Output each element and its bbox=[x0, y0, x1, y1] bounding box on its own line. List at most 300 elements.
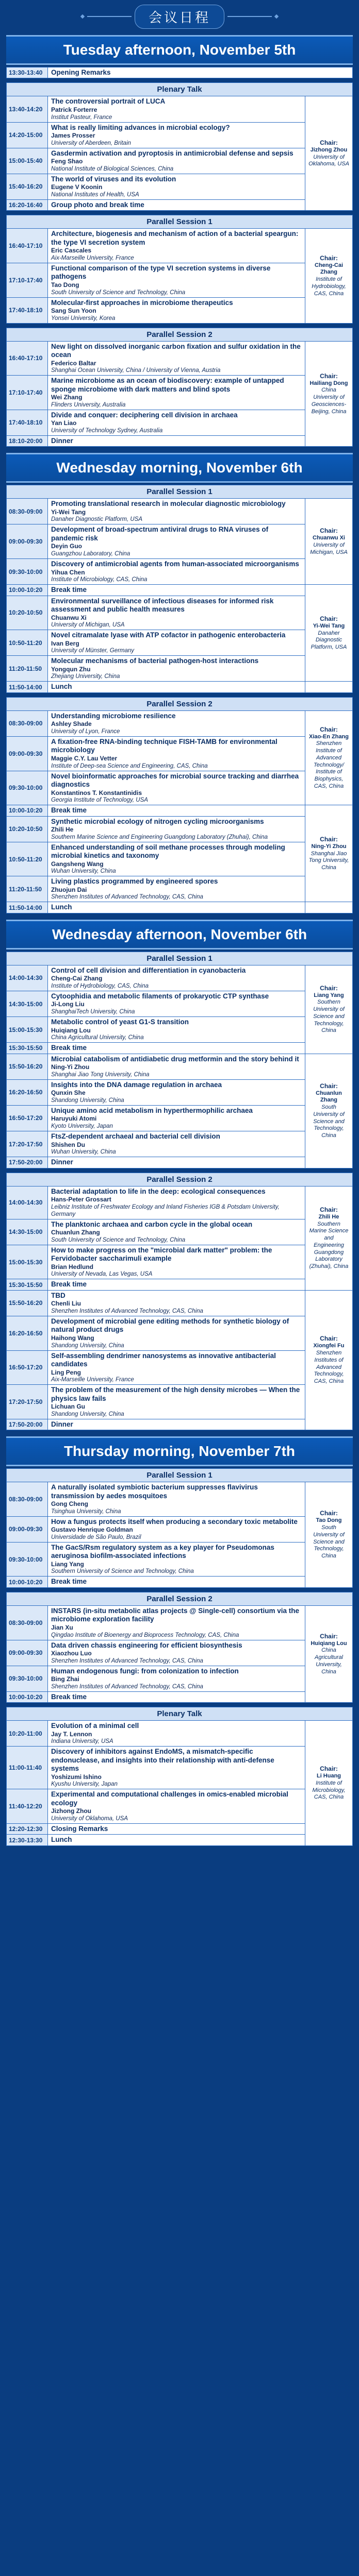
time-slot: 09:00-09:30 bbox=[7, 737, 48, 771]
talk-cell bbox=[48, 902, 305, 913]
talk-cell bbox=[48, 1131, 305, 1157]
chair-affiliation: Shenzhen Institutes of Advanced Technology, CAS, China bbox=[314, 1350, 344, 1385]
talk-cell bbox=[48, 1279, 305, 1290]
spacer bbox=[6, 211, 353, 215]
session-table bbox=[6, 328, 353, 447]
talk-row bbox=[7, 1131, 353, 1157]
time-slot: 17:40-18:10 bbox=[7, 297, 48, 323]
talk-cell bbox=[48, 1482, 305, 1517]
time-slot: 11:50-14:00 bbox=[7, 682, 48, 692]
speaker-name: Shishen Du bbox=[51, 1141, 86, 1148]
talk-row bbox=[7, 410, 353, 435]
talk-cell bbox=[48, 1823, 305, 1834]
speaker-affiliation: Institut Pasteur, France bbox=[51, 114, 112, 121]
session-table bbox=[6, 485, 353, 693]
chair-label: Chair: bbox=[320, 984, 338, 992]
talk-row bbox=[7, 991, 353, 1017]
session-table bbox=[6, 1592, 353, 1703]
time-slot: 10:20-10:50 bbox=[7, 816, 48, 842]
talk-cell bbox=[48, 1666, 305, 1691]
speaker-affiliation: ShanghaiTech University, China bbox=[51, 1009, 135, 1015]
talk-row bbox=[7, 771, 353, 805]
session-chair bbox=[305, 965, 353, 1054]
talk-row bbox=[7, 1079, 353, 1105]
speaker-affiliation: Yonsei University, Korea bbox=[51, 315, 116, 321]
talk-row bbox=[7, 1666, 353, 1691]
talk-title: Insights into the DNA damage regulation in archaea bbox=[51, 1080, 222, 1089]
talk-row bbox=[7, 1245, 353, 1279]
diamond-ornament-icon bbox=[274, 14, 279, 19]
chair-name: Jizhong Zhou bbox=[310, 146, 348, 153]
time-slot: 16:20-16:40 bbox=[7, 199, 48, 210]
speaker-affiliation: Southern University of Science and Technology, China bbox=[51, 1568, 194, 1575]
time-slot: 11:20-11:50 bbox=[7, 656, 48, 682]
chair-label: Chair: bbox=[320, 527, 338, 535]
talk-row bbox=[7, 341, 353, 376]
talk-cell bbox=[48, 1721, 305, 1747]
talk-title: A naturally isolated symbiotic bacterium suppresses flavivirus transmission by aedes mosquitoes bbox=[51, 1483, 258, 1500]
speaker-affiliation: Shenzhen Institutes of Advanced Technology, CAS, China bbox=[51, 1683, 203, 1690]
talk-row bbox=[7, 1605, 353, 1640]
speaker-affiliation: University of Michigan, USA bbox=[51, 622, 125, 629]
speaker-name: Qunxin She bbox=[51, 1089, 86, 1097]
time-slot: 11:40-12:20 bbox=[7, 1789, 48, 1824]
talk-cell bbox=[48, 1419, 305, 1430]
item-title: Break time bbox=[51, 1280, 87, 1289]
time-slot: 08:30-09:00 bbox=[7, 1482, 48, 1517]
talk-cell bbox=[48, 842, 305, 876]
time-slot: 17:10-17:40 bbox=[7, 376, 48, 410]
speaker-name: Eric Cascales bbox=[51, 247, 92, 255]
talk-row bbox=[7, 842, 353, 876]
speaker-name: Ning-Yi Zhou bbox=[51, 1063, 90, 1071]
item-title: Lunch bbox=[51, 903, 72, 911]
speaker-name: Feng Shao bbox=[51, 158, 83, 165]
talk-cell bbox=[48, 1835, 305, 1845]
session-header-row bbox=[7, 328, 353, 341]
speaker-affiliation: University of Aberdeen, Britain bbox=[51, 140, 131, 146]
talk-cell bbox=[48, 630, 305, 656]
session-chair bbox=[305, 229, 353, 323]
item-title: Break time bbox=[51, 806, 87, 815]
session-title: Parallel Session 1 bbox=[7, 215, 353, 229]
time-slot: 14:30-15:00 bbox=[7, 991, 48, 1017]
session-header-row bbox=[7, 485, 353, 499]
session-chair bbox=[305, 1290, 353, 1430]
talk-title: Discovery of inhibitors against EndoMS, a mismatch-specific endonuclease, and insights into their relationship with anti-defense systems bbox=[51, 1748, 274, 1773]
talk-row bbox=[7, 559, 353, 585]
talk-cell bbox=[48, 1516, 305, 1542]
chair-name: Li Huang bbox=[316, 1773, 341, 1780]
speaker-affiliation: National Institutes of Health, USA bbox=[51, 191, 139, 198]
speaker-affiliation: University of Lyon, France bbox=[51, 728, 120, 735]
session-header-row bbox=[7, 697, 353, 710]
talk-row bbox=[7, 1747, 353, 1789]
talk-row bbox=[7, 656, 353, 682]
talk-title: Microbial catabolism of antidiabetic drug metformin and the story behind it bbox=[51, 1055, 299, 1063]
speaker-name: Ivan Berg bbox=[51, 639, 79, 647]
item-title: Dinner bbox=[51, 1158, 73, 1166]
talk-cell bbox=[48, 174, 305, 199]
talk-cell bbox=[48, 1017, 305, 1043]
speaker-affiliation: Georgia Institute of Technology, USA bbox=[51, 797, 148, 804]
time-slot: 17:50-20:00 bbox=[7, 1157, 48, 1168]
time-slot: 11:50-14:00 bbox=[7, 902, 48, 913]
session-title: Parallel Session 2 bbox=[7, 1173, 353, 1186]
time-slot: 16:40-17:10 bbox=[7, 229, 48, 263]
talk-title: Self-assembling dendrimer nanosystems as innovative antibacterial candidates bbox=[51, 1351, 276, 1368]
talk-title: Human endogenous fungi: from colonization to infection bbox=[51, 1667, 239, 1675]
time-slot: 16:50-17:20 bbox=[7, 1105, 48, 1131]
talk-title: Understanding microbiome resilience bbox=[51, 711, 176, 720]
speaker-name: Gangsheng Wang bbox=[51, 860, 104, 868]
speaker-name: Deyin Guo bbox=[51, 543, 83, 550]
talk-row bbox=[7, 710, 353, 736]
time-slot: 16:20-16:50 bbox=[7, 1079, 48, 1105]
talk-cell bbox=[48, 656, 305, 682]
chair-label: Chair: bbox=[320, 725, 338, 733]
speaker-name: Gustavo Henrique Goldman bbox=[51, 1526, 133, 1534]
time-slot: 15:50-16:20 bbox=[7, 1054, 48, 1079]
spacer bbox=[6, 1588, 353, 1592]
speaker-affiliation: Shenzhen Institutes of Advanced Technology, CAS, China bbox=[51, 1657, 203, 1664]
talk-cell bbox=[48, 1245, 305, 1279]
spacer bbox=[6, 447, 353, 451]
speaker-name: Liang Yang bbox=[51, 1560, 84, 1568]
time-slot: 09:00-09:30 bbox=[7, 1516, 48, 1542]
chair-affiliation: University of Oklahoma, USA bbox=[308, 154, 349, 167]
session-table bbox=[6, 1707, 353, 1846]
talk-row bbox=[7, 1219, 353, 1245]
time-slot: 18:10-20:00 bbox=[7, 435, 48, 446]
speaker-affiliation: Universidade de São Paulo, Brazil bbox=[51, 1534, 141, 1540]
empty-chair-cell bbox=[305, 682, 353, 692]
talk-cell bbox=[48, 876, 305, 902]
speaker-name: Konstantinos T. Konstantinidis bbox=[51, 789, 142, 796]
session-title: Parallel Session 2 bbox=[7, 697, 353, 710]
divider bbox=[87, 16, 132, 17]
talk-cell bbox=[48, 263, 305, 297]
session-chair bbox=[305, 585, 353, 682]
talk-title: Evolution of a minimal cell bbox=[51, 1722, 139, 1730]
time-slot: 09:30-10:00 bbox=[7, 1666, 48, 1691]
chair-affiliation: China Agricultural University, China bbox=[314, 1647, 344, 1675]
day-section bbox=[6, 1436, 353, 1850]
talk-row bbox=[7, 816, 353, 842]
chair-name: Ning-Yi Zhou bbox=[311, 843, 347, 850]
chair-affiliation: Southern Marine Science and Engineering Guangdong Laboratory (Zhuhai), China bbox=[309, 1221, 349, 1269]
item-title: Break time bbox=[51, 1044, 87, 1052]
talk-cell bbox=[48, 1542, 305, 1577]
talk-row bbox=[7, 263, 353, 297]
speaker-affiliation: Zhejiang University, China bbox=[51, 673, 120, 680]
speaker-name: Hans-Peter Grossart bbox=[51, 1196, 111, 1204]
talk-title: The planktonic archaea and carbon cycle in the global ocean bbox=[51, 1220, 253, 1228]
talk-title: Data driven chassis engineering for efficient biosynthesis bbox=[51, 1641, 242, 1649]
session-chair bbox=[305, 341, 353, 447]
talk-title: Experimental and computational challenges in omics-enabled microbial ecology bbox=[51, 1790, 288, 1807]
time-slot: 17:20-17:50 bbox=[7, 1131, 48, 1157]
talk-title: Unique amino acid metabolism in hyperthermophilic archaea bbox=[51, 1106, 253, 1114]
session-chair bbox=[305, 805, 353, 902]
spacer bbox=[6, 913, 353, 918]
time-slot: 15:30-15:50 bbox=[7, 1279, 48, 1290]
time-slot: 14:30-15:00 bbox=[7, 1219, 48, 1245]
talk-cell bbox=[48, 991, 305, 1017]
schedule-row bbox=[7, 1043, 353, 1054]
chair-name: Xiongfei Fu bbox=[313, 1343, 345, 1349]
chair-label: Chair: bbox=[320, 1206, 338, 1213]
spacer bbox=[6, 1430, 353, 1434]
item-title: Lunch bbox=[51, 683, 72, 691]
talk-row bbox=[7, 1516, 353, 1542]
item-title: Break time bbox=[51, 1578, 87, 1586]
talk-cell bbox=[48, 297, 305, 323]
talk-cell bbox=[48, 737, 305, 771]
time-slot: 10:50-11:20 bbox=[7, 630, 48, 656]
session-chair bbox=[305, 1721, 353, 1846]
speaker-name: Yoshizumi Ishino bbox=[51, 1773, 102, 1781]
time-slot: 10:50-11:20 bbox=[7, 842, 48, 876]
session-table bbox=[6, 1468, 353, 1588]
chair-affiliation: South University of Science and Technology, China bbox=[313, 1524, 345, 1560]
session-table bbox=[6, 82, 353, 211]
talk-title: Marine microbiome as an ocean of biodiscovery: example of untapped sponge microbiome with dark matters and blind spots bbox=[51, 377, 284, 393]
schedule-row bbox=[7, 585, 353, 596]
speaker-affiliation: Leibniz Institute of Freshwater Ecology and Inland Fisheries IGB & Potsdam University, Germany bbox=[51, 1204, 280, 1217]
talk-title: FtsZ-dependent archaeal and bacterial cell division bbox=[51, 1132, 220, 1141]
page-header bbox=[0, 0, 359, 33]
talk-row bbox=[7, 1385, 353, 1419]
talk-title: The world of viruses and its evolution bbox=[51, 175, 176, 183]
talk-cell bbox=[48, 410, 305, 435]
speaker-affiliation: Shenzhen Institutes of Advanced Technology, CAS, China bbox=[51, 894, 203, 901]
item-title: Dinner bbox=[51, 1420, 73, 1428]
chair-affiliation: South University of Science and Technology, China bbox=[313, 1104, 345, 1139]
chair-affiliation: University of Michigan, USA bbox=[310, 541, 348, 555]
time-slot: 10:20-11:00 bbox=[7, 1721, 48, 1747]
schedule-row bbox=[7, 1823, 353, 1834]
speaker-affiliation: Wuhan University, China bbox=[51, 868, 116, 875]
time-slot: 16:40-17:10 bbox=[7, 341, 48, 376]
speaker-affiliation: Tsinghua University, China bbox=[51, 1508, 121, 1515]
time-slot: 11:20-11:50 bbox=[7, 876, 48, 902]
talk-row bbox=[7, 1316, 353, 1351]
session-title: Plenary Talk bbox=[7, 1707, 353, 1721]
session-header-row bbox=[7, 952, 353, 965]
talk-cell bbox=[48, 596, 305, 630]
speaker-name: Zhili He bbox=[51, 826, 74, 834]
speaker-name: Bing Zhai bbox=[51, 1675, 79, 1683]
chair-name: Chuanlun Zhang bbox=[316, 1090, 342, 1104]
day-section bbox=[6, 35, 353, 451]
chair-name: Zhili He bbox=[318, 1213, 339, 1220]
time-slot: 17:20-17:50 bbox=[7, 1385, 48, 1419]
talk-title: Molecular mechanisms of bacterial pathogen-host interactions bbox=[51, 657, 259, 665]
talk-title: Enhanced understanding of soil methane processes through modeling microbial kinetics and taxonomy bbox=[51, 843, 285, 860]
speaker-affiliation: University of Technology Sydney, Australia bbox=[51, 427, 163, 434]
speaker-affiliation: Wuhan University, China bbox=[51, 1149, 116, 1156]
talk-cell bbox=[48, 1079, 305, 1105]
talk-row bbox=[7, 1640, 353, 1666]
speaker-name: Eugene V Koonin bbox=[51, 183, 103, 191]
item-title: Closing Remarks bbox=[51, 1824, 108, 1833]
time-slot: 15:40-16:20 bbox=[7, 174, 48, 199]
talk-cell bbox=[48, 965, 305, 991]
talk-cell bbox=[48, 341, 305, 376]
talk-title: Control of cell division and differentiation in cyanobacteria bbox=[51, 966, 246, 974]
talk-cell bbox=[48, 1605, 305, 1640]
talk-cell bbox=[48, 771, 305, 805]
talk-cell bbox=[48, 1691, 305, 1702]
page-title: 会议日程 bbox=[135, 5, 224, 29]
time-slot: 10:00-10:20 bbox=[7, 805, 48, 816]
program-schedule bbox=[0, 35, 359, 1850]
speaker-affiliation: University of Oklahoma, USA bbox=[51, 1815, 128, 1822]
chair-name: Liang Yang bbox=[314, 992, 344, 998]
talk-title: Environmental surveillance of infectious diseases for informed risk assessment and public health measures bbox=[51, 597, 274, 614]
speaker-name: Wei Zhang bbox=[51, 394, 83, 401]
speaker-name: Chuanwu Xi bbox=[51, 614, 87, 621]
speaker-name: Chenli Liu bbox=[51, 1300, 81, 1308]
schedule-row bbox=[7, 1419, 353, 1430]
speaker-affiliation: Institute of Microbiology, CAS, China bbox=[51, 577, 148, 583]
chair-name: Huiqiang Lou bbox=[311, 1640, 347, 1647]
talk-row bbox=[7, 524, 353, 559]
speaker-name: Jay T. Lennon bbox=[51, 1730, 92, 1738]
time-slot: 13:40-14:20 bbox=[7, 96, 48, 122]
time-slot: 16:20-16:50 bbox=[7, 1316, 48, 1351]
time-slot: 10:00-10:20 bbox=[7, 1577, 48, 1587]
schedule-row bbox=[7, 902, 353, 913]
talk-title: Development of broad-spectrum antiviral drugs to RNA viruses of pandemic risk bbox=[51, 526, 269, 542]
speaker-affiliation: Kyoto University, Japan bbox=[51, 1123, 113, 1130]
speaker-name: Gong Cheng bbox=[51, 1500, 88, 1508]
session-chair bbox=[305, 96, 353, 211]
talk-title: Promoting translational research in molecular diagnostic microbiology bbox=[51, 500, 286, 508]
time-slot: 14:20-15:00 bbox=[7, 122, 48, 148]
talk-cell bbox=[48, 682, 305, 692]
speaker-affiliation: University of Münster, Germany bbox=[51, 648, 135, 654]
schedule-row bbox=[7, 1577, 353, 1587]
time-slot: 10:00-10:20 bbox=[7, 1691, 48, 1702]
talk-title: Bacterial adaptation to life in the deep: ecological consequences bbox=[51, 1187, 266, 1195]
session-chair bbox=[305, 1054, 353, 1168]
talk-row bbox=[7, 630, 353, 656]
time-slot: 09:30-10:00 bbox=[7, 771, 48, 805]
speaker-affiliation: Shanghai Jiao Tong University, China bbox=[51, 1071, 150, 1078]
talk-row bbox=[7, 229, 353, 263]
speaker-name: Jizhong Zhou bbox=[51, 1807, 91, 1815]
talk-cell bbox=[48, 1385, 305, 1419]
chair-affiliation: Institute of Hydrobiology, CAS, China bbox=[312, 276, 346, 297]
session-table bbox=[6, 952, 353, 1168]
session-title: Parallel Session 1 bbox=[7, 1469, 353, 1482]
schedule-row bbox=[7, 67, 353, 78]
session-chair bbox=[305, 1482, 353, 1588]
talk-cell bbox=[48, 816, 305, 842]
chair-name: Xiao-En Zhang bbox=[309, 733, 349, 740]
chair-name: Hailiang Dong bbox=[309, 380, 348, 386]
talk-title: Divide and conquer: deciphering cell division in archaea bbox=[51, 411, 238, 419]
speaker-affiliation: Qingdao Institute of Bioenergy and Bioprocess Technology, CAS, China bbox=[51, 1632, 239, 1638]
talk-title: Gasdermin activation and pyroptosis in antimicrobial defense and sepsis bbox=[51, 149, 293, 157]
talk-cell bbox=[48, 1577, 305, 1587]
item-title: Break time bbox=[51, 586, 87, 594]
speaker-affiliation: China Agricultural University, China bbox=[51, 1035, 144, 1041]
talk-row bbox=[7, 1290, 353, 1316]
talk-title: Functional comparison of the type VI secretion systems in diverse pathogens bbox=[51, 264, 271, 281]
talk-cell bbox=[48, 1186, 305, 1219]
session-title: Parallel Session 2 bbox=[7, 1592, 353, 1605]
talk-title: Architecture, biogenesis and mechanism of action of a bacterial speargun: the type VI secretion system bbox=[51, 230, 299, 246]
day-title: Wednesday morning, November 6th bbox=[6, 453, 353, 483]
time-slot: 09:30-10:00 bbox=[7, 1542, 48, 1577]
speaker-affiliation: Shandong University, China bbox=[51, 1097, 124, 1104]
chair-label: Chair: bbox=[320, 372, 338, 380]
talk-title: Development of microbial gene editing methods for synthetic biology of natural product drugs bbox=[51, 1317, 289, 1334]
speaker-affiliation: Guangzhou Laboratory, China bbox=[51, 551, 130, 557]
talk-title: How to make progress on the "microbial dark matter" problem: the Fervidobacter saccharimuli example bbox=[51, 1246, 272, 1263]
speaker-name: Sang Sun Yoon bbox=[51, 307, 96, 314]
talk-title: Cytoophidia and metabolic filaments of prokaryotic CTP synthase bbox=[51, 992, 269, 1001]
speaker-affiliation: National Institute of Biological Sciences, China bbox=[51, 165, 174, 172]
talk-row bbox=[7, 1350, 353, 1385]
chair-label: Chair: bbox=[320, 1510, 338, 1517]
schedule-row bbox=[7, 682, 353, 692]
empty-chair-cell bbox=[305, 902, 353, 913]
chair-label: Chair: bbox=[320, 1765, 338, 1773]
speaker-name: Federico Baltar bbox=[51, 359, 96, 367]
speaker-affiliation: University of Nevada, Las Vegas, USA bbox=[51, 1271, 153, 1278]
time-slot: 10:00-10:20 bbox=[7, 585, 48, 596]
talk-row bbox=[7, 499, 353, 524]
time-slot: 14:00-14:30 bbox=[7, 1186, 48, 1219]
talk-cell bbox=[48, 1789, 305, 1824]
speaker-affiliation: Kyushu University, Japan bbox=[51, 1781, 118, 1788]
talk-cell bbox=[48, 1105, 305, 1131]
talk-cell bbox=[48, 1054, 305, 1079]
talk-cell bbox=[48, 559, 305, 585]
session-header-row bbox=[7, 1469, 353, 1482]
spacer bbox=[6, 693, 353, 697]
talk-cell bbox=[48, 524, 305, 559]
talk-row bbox=[7, 965, 353, 991]
spacer bbox=[6, 1168, 353, 1173]
speaker-name: Jian Xu bbox=[51, 1623, 73, 1631]
time-slot: 17:40-18:10 bbox=[7, 410, 48, 435]
item-title: Lunch bbox=[51, 1836, 72, 1844]
time-slot: 12:20-12:30 bbox=[7, 1823, 48, 1834]
diamond-ornament-icon bbox=[80, 14, 85, 19]
talk-row bbox=[7, 1482, 353, 1517]
time-slot: 15:00-15:30 bbox=[7, 1245, 48, 1279]
agenda-item bbox=[48, 67, 353, 78]
speaker-affiliation: Flinders University, Australia bbox=[51, 401, 126, 408]
session-chair bbox=[305, 499, 353, 585]
time-slot: 13:30-13:40 bbox=[7, 67, 48, 78]
speaker-name: Ji-Long Liu bbox=[51, 1001, 85, 1008]
speaker-name: Huiqiang Lou bbox=[51, 1026, 91, 1034]
schedule-row bbox=[7, 199, 353, 210]
talk-row bbox=[7, 1054, 353, 1079]
time-slot: 15:30-15:50 bbox=[7, 1043, 48, 1054]
talk-title: Metabolic control of yeast G1-S transition bbox=[51, 1018, 189, 1026]
talk-row bbox=[7, 148, 353, 174]
talk-cell bbox=[48, 1290, 305, 1316]
time-slot: 15:00-15:40 bbox=[7, 148, 48, 174]
chair-affiliation: Shenzhen Institute of Advanced Technology/ Institute of Biophysics, CAS, China bbox=[314, 740, 344, 789]
